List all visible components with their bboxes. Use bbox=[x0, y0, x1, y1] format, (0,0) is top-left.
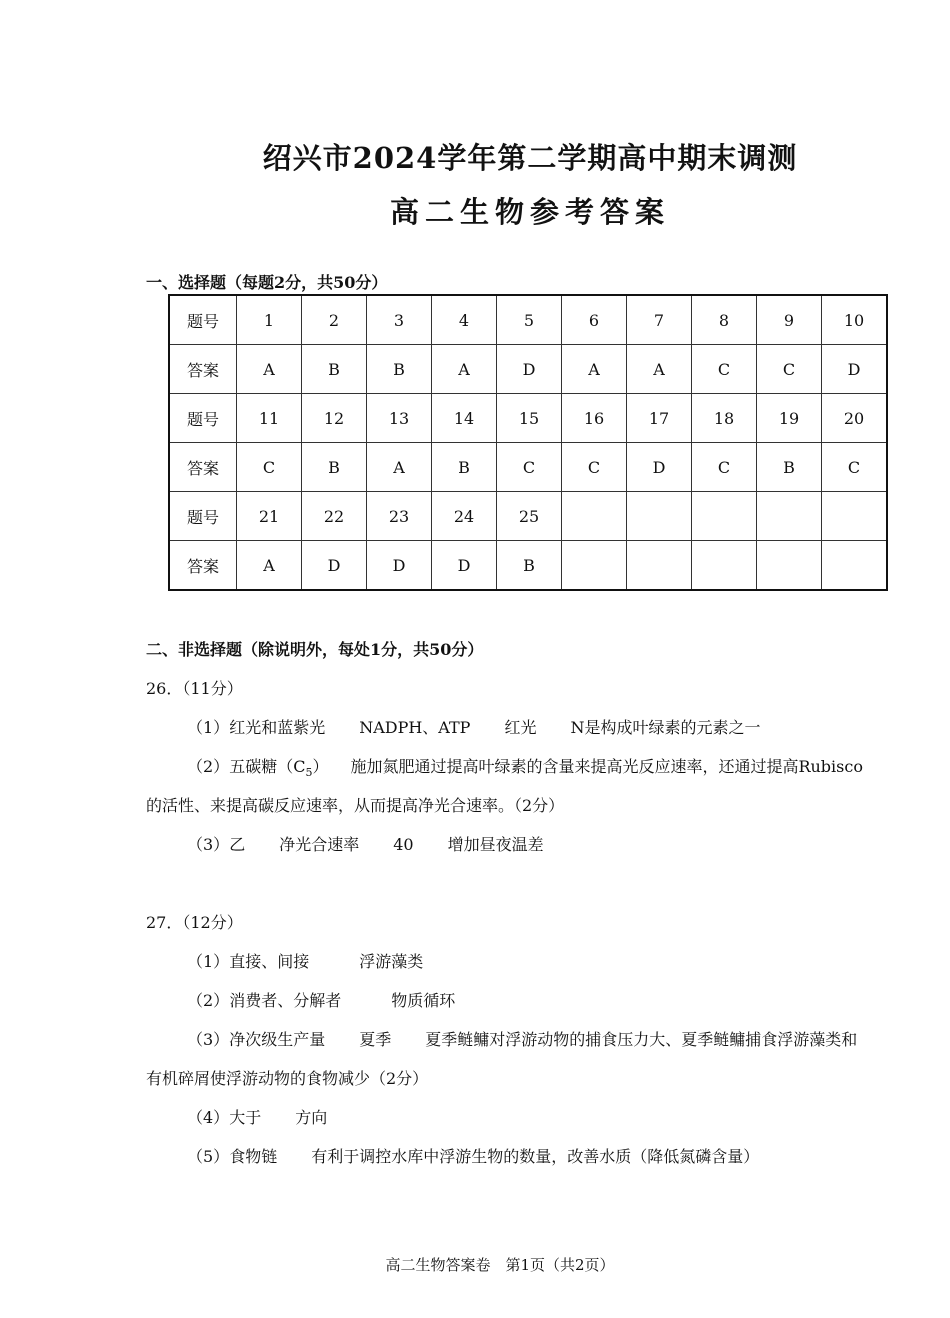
row-label-question: 题号 bbox=[169, 492, 237, 541]
question-number-cell bbox=[822, 492, 888, 541]
answer-cell: C bbox=[692, 345, 757, 394]
question-number-cell: 10 bbox=[822, 295, 888, 345]
table-row-question-numbers bbox=[169, 295, 887, 345]
answer-cell: B bbox=[302, 443, 367, 492]
answer-cell bbox=[627, 541, 692, 591]
q27-p5-num: （5） bbox=[187, 1147, 230, 1166]
question-number-cell: 18 bbox=[692, 394, 757, 443]
q27-p3-a: 净次级生产量 bbox=[229, 1030, 326, 1049]
q26-part3 bbox=[187, 832, 544, 855]
question-number-cell: 6 bbox=[562, 295, 627, 345]
q27-part2 bbox=[187, 988, 455, 1011]
answer-cell: B bbox=[432, 443, 497, 492]
question-number-cell: 3 bbox=[367, 295, 432, 345]
row-label-answer: 答案 bbox=[169, 443, 237, 492]
question-number-cell bbox=[627, 492, 692, 541]
answer-cell: D bbox=[822, 345, 888, 394]
q27-p3-c: 夏季鲢鳙对浮游动物的捕食压力大、夏季鲢鳙捕食浮游藻类和 bbox=[425, 1030, 858, 1049]
q27-p1-b: 浮游藻类 bbox=[359, 952, 424, 971]
q27-p2-b: 物质循环 bbox=[391, 991, 456, 1010]
answer-cell: A bbox=[367, 443, 432, 492]
question-number-cell: 12 bbox=[302, 394, 367, 443]
q26-part2 bbox=[187, 754, 863, 779]
q26-p2-a-post: ） bbox=[312, 757, 329, 776]
answer-cell bbox=[562, 541, 627, 591]
answer-cell bbox=[692, 541, 757, 591]
q27-p1-a: 直接、间接 bbox=[229, 952, 310, 971]
answer-cell: B bbox=[302, 345, 367, 394]
table-row-question-numbers bbox=[169, 394, 887, 443]
answer-cell: D bbox=[627, 443, 692, 492]
question-number-cell: 15 bbox=[497, 394, 562, 443]
q27-part3-cont: 有机碎屑使浮游动物的食物减少（2分） bbox=[146, 1069, 429, 1088]
answer-cell: C bbox=[757, 345, 822, 394]
row-label-question: 题号 bbox=[169, 295, 237, 345]
answer-cell: A bbox=[562, 345, 627, 394]
q26-p1-c: 红光 bbox=[504, 718, 537, 737]
question-number-cell: 22 bbox=[302, 492, 367, 541]
section2-heading: 二、非选择题（除说明外，每处1分，共50分） bbox=[146, 640, 484, 659]
question-number-cell: 17 bbox=[627, 394, 692, 443]
q27-p4-a: 大于 bbox=[229, 1108, 262, 1127]
q27-p5-b: 有利于调控水库中浮游生物的数量，改善水质（降低氮磷含量） bbox=[311, 1147, 760, 1166]
answer-cell: C bbox=[237, 443, 302, 492]
q26-part2-cont: 的活性、来提高碳反应速率，从而提高净光合速率。（2分） bbox=[146, 796, 565, 815]
question-number-cell: 7 bbox=[627, 295, 692, 345]
q27-p3-num: （3） bbox=[187, 1030, 230, 1049]
question-number-cell: 21 bbox=[237, 492, 302, 541]
q27-p4-num: （4） bbox=[187, 1108, 230, 1127]
question-number-cell: 1 bbox=[237, 295, 302, 345]
answer-cell: C bbox=[562, 443, 627, 492]
question-number-cell: 2 bbox=[302, 295, 367, 345]
row-label-answer: 答案 bbox=[169, 345, 237, 394]
question-number-cell: 13 bbox=[367, 394, 432, 443]
answer-cell: C bbox=[497, 443, 562, 492]
q26-p3-d: 增加昼夜温差 bbox=[447, 835, 544, 854]
table-row-question-numbers bbox=[169, 492, 887, 541]
q27-p2-num: （2） bbox=[187, 991, 230, 1010]
table-row-answers bbox=[169, 345, 887, 394]
answer-cell: B bbox=[757, 443, 822, 492]
q27-p5-a: 食物链 bbox=[229, 1147, 278, 1166]
q27-part1 bbox=[187, 949, 423, 972]
answer-cell: C bbox=[822, 443, 888, 492]
answer-cell: A bbox=[627, 345, 692, 394]
q26-p3-num: （3） bbox=[187, 835, 230, 854]
table-row-answers bbox=[169, 541, 887, 591]
answer-cell: A bbox=[237, 541, 302, 591]
answer-cell: D bbox=[302, 541, 367, 591]
q26-p1-d: N是构成叶绿素的元素之一 bbox=[570, 718, 761, 737]
question-number-cell: 19 bbox=[757, 394, 822, 443]
answer-table bbox=[168, 294, 888, 591]
q27-header: 27．（12分） bbox=[146, 913, 243, 932]
question-number-cell: 9 bbox=[757, 295, 822, 345]
question-number-cell: 25 bbox=[497, 492, 562, 541]
question-number-cell bbox=[757, 492, 822, 541]
answer-cell: B bbox=[497, 541, 562, 591]
answer-cell bbox=[822, 541, 888, 591]
q26-p1-b: NADPH、ATP bbox=[359, 718, 471, 737]
document-subtitle: 高二生物参考答案 bbox=[389, 195, 670, 229]
q26-part1 bbox=[187, 715, 760, 738]
q27-part4 bbox=[187, 1105, 327, 1128]
q26-p2-b: 施加氮肥通过提高叶绿素的含量来提高光反应速率，还通过提高Rubisco bbox=[350, 757, 863, 776]
question-number-cell bbox=[692, 492, 757, 541]
q26-p2-a-pre: 五碳糖（C bbox=[229, 757, 306, 776]
question-number-cell: 5 bbox=[497, 295, 562, 345]
table-row-answers bbox=[169, 443, 887, 492]
answer-cell: D bbox=[367, 541, 432, 591]
question-number-cell bbox=[562, 492, 627, 541]
answer-cell: C bbox=[692, 443, 757, 492]
q27-p3-b: 夏季 bbox=[359, 1030, 392, 1049]
answer-cell: B bbox=[367, 345, 432, 394]
answer-cell: A bbox=[237, 345, 302, 394]
question-number-cell: 24 bbox=[432, 492, 497, 541]
q26-p3-c: 40 bbox=[393, 835, 414, 854]
section1-heading: 一、选择题（每题2分，共50分） bbox=[146, 273, 388, 292]
q26-p3-a: 乙 bbox=[229, 835, 246, 854]
question-number-cell: 23 bbox=[367, 492, 432, 541]
question-number-cell: 8 bbox=[692, 295, 757, 345]
q27-part5 bbox=[187, 1144, 759, 1167]
q26-p1-a: 红光和蓝紫光 bbox=[229, 718, 326, 737]
q27-p1-num: （1） bbox=[187, 952, 230, 971]
q27-p4-b: 方向 bbox=[295, 1108, 328, 1127]
row-label-question: 题号 bbox=[169, 394, 237, 443]
q26-header: 26．（11分） bbox=[146, 679, 243, 698]
q26-p2-a-sub: 5 bbox=[305, 766, 313, 780]
question-number-cell: 20 bbox=[822, 394, 888, 443]
row-label-answer: 答案 bbox=[169, 541, 237, 591]
q26-p3-b: 净光合速率 bbox=[279, 835, 360, 854]
question-number-cell: 11 bbox=[237, 394, 302, 443]
q26-p2-num: （2） bbox=[187, 757, 230, 776]
q27-p2-a: 消费者、分解者 bbox=[229, 991, 342, 1010]
answer-cell bbox=[757, 541, 822, 591]
answer-cell: A bbox=[432, 345, 497, 394]
q27-part3 bbox=[187, 1027, 857, 1050]
question-number-cell: 4 bbox=[432, 295, 497, 345]
answer-cell: D bbox=[497, 345, 562, 394]
question-number-cell: 16 bbox=[562, 394, 627, 443]
answer-cell: D bbox=[432, 541, 497, 591]
q26-p1-num: （1） bbox=[187, 718, 230, 737]
document-title: 绍兴市2024学年第二学期高中期末调测 bbox=[262, 141, 798, 175]
question-number-cell: 14 bbox=[432, 394, 497, 443]
page-footer: 高二生物答案卷 第1页（共2页） bbox=[385, 1256, 615, 1274]
